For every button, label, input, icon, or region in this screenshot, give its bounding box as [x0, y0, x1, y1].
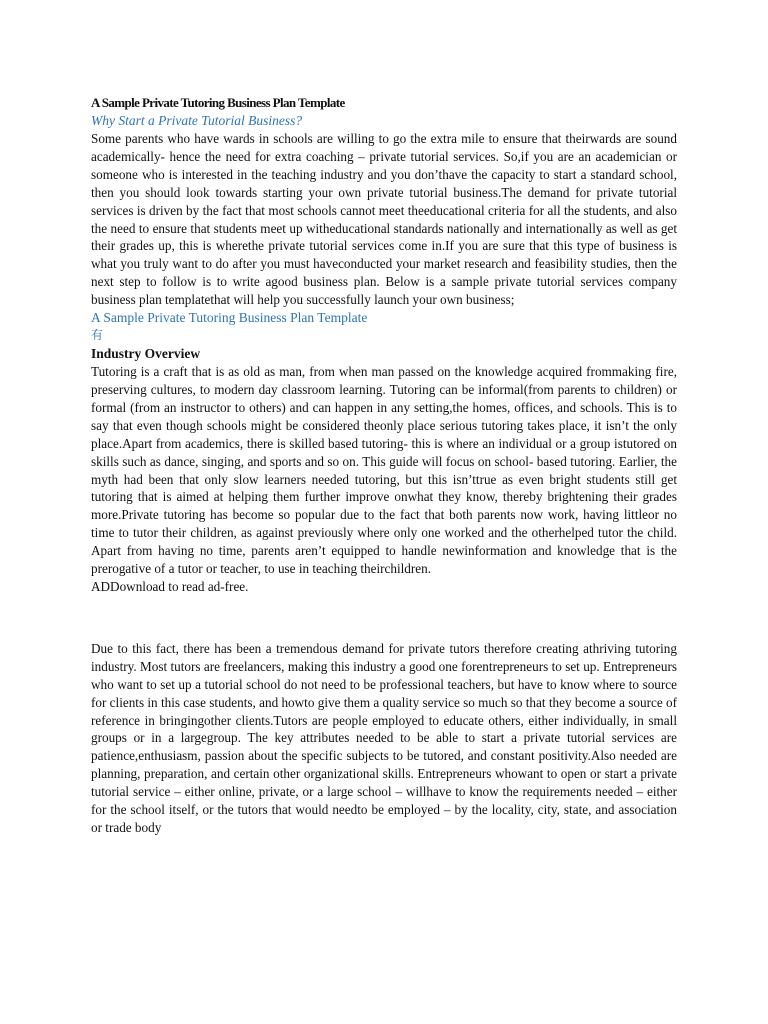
demand-paragraph: Due to this fact, there has been a tremendous demand for private tutors therefore creating athriving tutoring industry. Most tutors are freelancers, making this industry a good one forentrepreneurs to set up. Entrepreneurs who want to set up a tutorial school do not need to be professional teachers, but have to know where to source for clients in this case students, and howto give them a quality service so much so that they become a source of reference in bringingother clients.Tutors are people employed to educate others, either individually, in small groups or in a largegroup. The key attributes needed to be able to start a private tutorial services are patience,enthusiasm, passion about the specific subjects to be tutored, and constant positivity.Also needed are planning, preparation, and certain other organizational skills. Entrepreneurs whowant to open or start a private tutorial service – either online, private, or a large school – willhave to know the requirements needed – either for the school itself, or the tutors that would needto be employed – by the locality, city, state, and association or trade body — [91, 640, 677, 835]
industry-paragraph: Tutoring is a craft that is as old as man, from when man passed on the knowledge acquired frommaking fire, preserving cultures, to modern day classroom learning. Tutoring can be informal(from parents to children) or formal (from an instructor to others) and can happen in any setting,the homes, offices, and schools. This is to say that even though schools might be considered theonly place serious tutoring takes place, it isn’t the only place.Apart from academics, there is skilled based tutoring- this is where an individual or a group istutored on skills such as dance, singing, and sports and so on. This guide will focus on school- based tutoring. Earlier, the myth had been that only slow learners needed tutoring, but this isn’ttrue as even bright students still get tutoring that is aimed at helping them further improve onwhat they know, thereby brightening their grades more.Private tutoring has become so popular due to the fact that both parents now work, having littleor no time to tutor their children, as against previously where only one worked and the otherhelped tutor the child. Apart from having no time, parents aren’t equipped to handle newinformation and knowledge that is the prerogative of a tutor or teacher, to use in teaching theirchildren. — [91, 364, 677, 577]
document-page — [91, 94, 677, 837]
document-subtitle: Why Start a Private Tutorial Business? — [91, 113, 303, 128]
ad-spacer — [91, 596, 677, 640]
document-title: A Sample Private Tutoring Business Plan Template — [91, 95, 345, 110]
intro-paragraph: Some parents who have wards in schools are willing to go the extra mile to ensure that theirwards are sound academically- hence the need for extra coaching – private tutorial services. So,if you are an academician or someone who is interested in the teaching industry and you don’thave the capacity to start a standard school, then you should look towards starting your own private tutorial business.The demand for private tutorial services is driven by the fact that most schools cannot meet theeducational criteria for all the students, and also the need to ensure that students meet up witheducational standards nationally and internationally as well as get their grades up, this is wherethe private tutorial services come in.If you are sure that this type of business is what you truly want to do after you must haveconducted your market research and feasibility studies, then the next step to follow is to write agood business plan. Below is a sample private tutorial services company business plan templatethat will help you successfully launch your own business; — [91, 131, 677, 308]
cjk-glyph: 有 — [91, 328, 104, 343]
ad-free-download-link[interactable]: ADDownload to read ad-free. — [91, 578, 249, 594]
section-heading-industry-overview: Industry Overview — [91, 346, 201, 362]
template-link[interactable]: A Sample Private Tutoring Business Plan Template — [91, 310, 368, 326]
